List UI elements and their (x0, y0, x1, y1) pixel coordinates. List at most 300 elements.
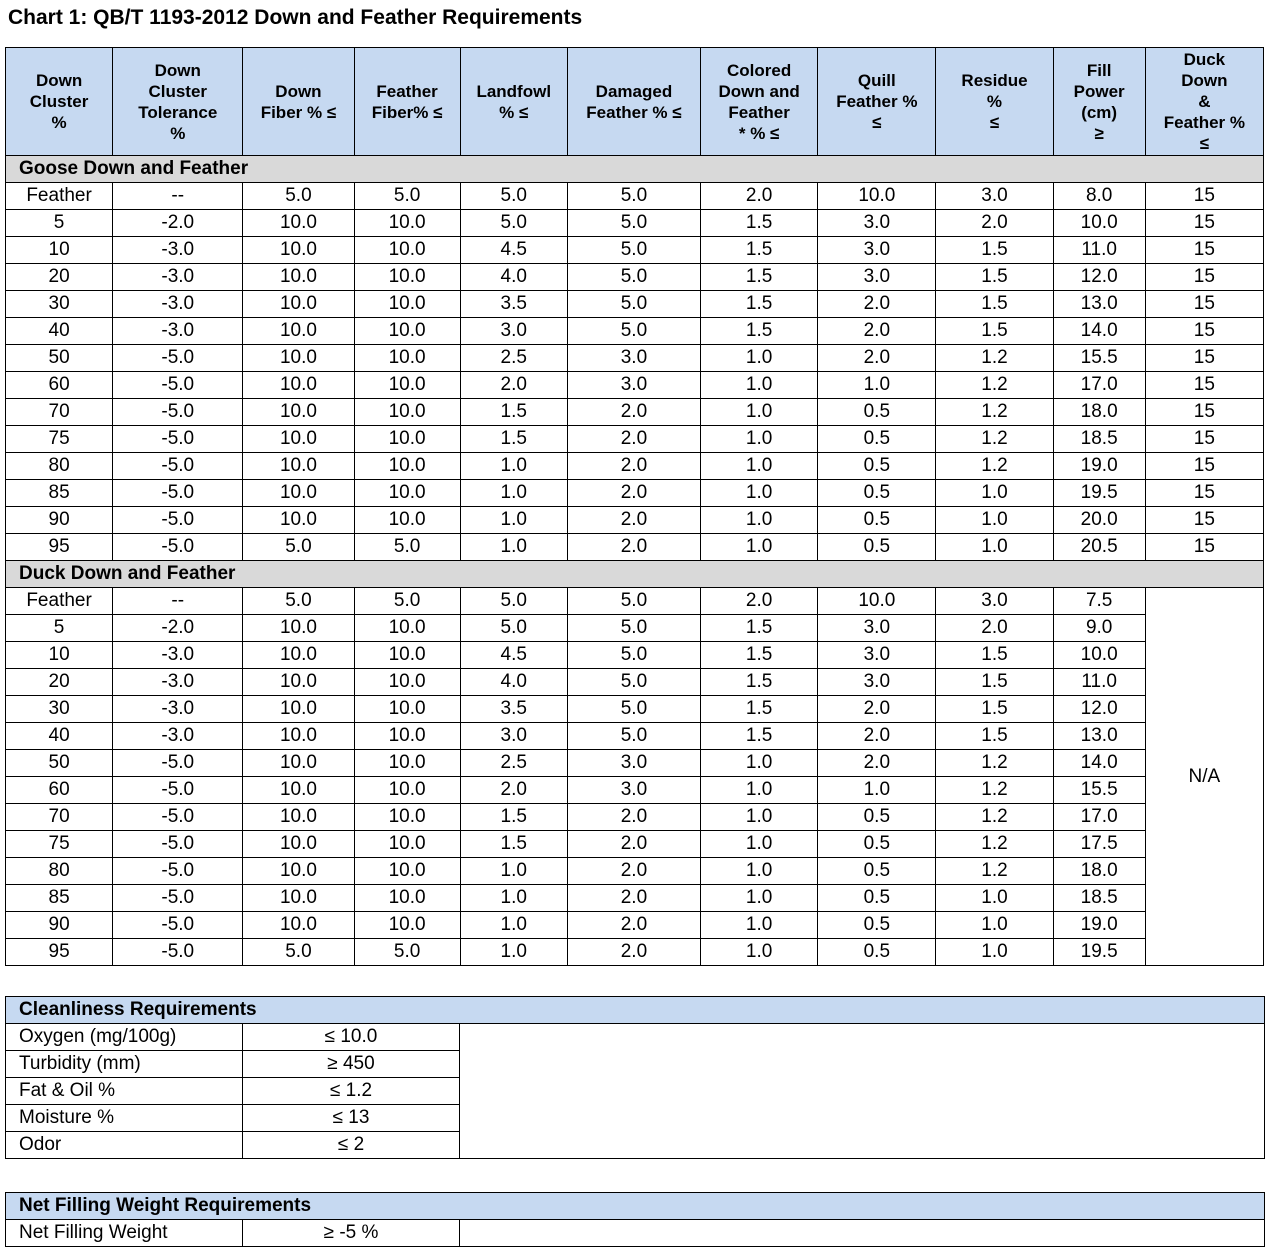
table-cell: 10.0 (243, 291, 354, 318)
table-cell: 1.2 (936, 831, 1053, 858)
table-cell: 1.0 (936, 912, 1053, 939)
table-cell: 10.0 (1053, 642, 1145, 669)
table-cell: 75 (6, 831, 113, 858)
table-cell: 20.5 (1053, 534, 1145, 561)
table-row (6, 831, 1264, 858)
table-cell: 5.0 (243, 939, 354, 966)
table-cell: 2.0 (818, 291, 936, 318)
table-cell: 1.2 (936, 345, 1053, 372)
column-header-line: % (986, 92, 1003, 111)
table-cell: 15.5 (1053, 777, 1145, 804)
table-cell: 15 (1145, 183, 1263, 210)
table-cell: 1.0 (701, 345, 818, 372)
section-row (6, 561, 1264, 588)
blank-cell (460, 1220, 1265, 1247)
table-cell: 19.5 (1053, 939, 1145, 966)
table-cell: 10.0 (354, 615, 460, 642)
requirement-value: ≤ 2 (243, 1132, 460, 1159)
table-cell: 10.0 (354, 318, 460, 345)
table-cell: 1.0 (460, 885, 567, 912)
table-cell: -5.0 (113, 777, 243, 804)
table-cell: 10.0 (354, 210, 460, 237)
table-cell: 1.5 (936, 696, 1053, 723)
table-cell: -5.0 (113, 939, 243, 966)
table-cell: 1.0 (460, 939, 567, 966)
table-cell: 10.0 (243, 480, 354, 507)
table-cell: 19.5 (1053, 480, 1145, 507)
table-cell: 1.2 (936, 399, 1053, 426)
column-header-line: Down (154, 60, 201, 80)
table-cell: -2.0 (113, 210, 243, 237)
table-cell: 1.2 (936, 804, 1053, 831)
table-cell: 10.0 (243, 615, 354, 642)
table-cell: 1.0 (460, 480, 567, 507)
table-cell: 10.0 (818, 183, 936, 210)
table-cell: 1.5 (936, 291, 1053, 318)
table-cell: 1.0 (701, 831, 818, 858)
table-cell: 1.5 (701, 642, 818, 669)
table-cell: 13.0 (1053, 291, 1145, 318)
table-cell: 10 (6, 642, 113, 669)
table-cell: 3.0 (818, 264, 936, 291)
table-cell: -5.0 (113, 399, 243, 426)
requirement-value: ≤ 13 (243, 1105, 460, 1132)
table-cell: 10.0 (354, 885, 460, 912)
section-row (6, 156, 1264, 183)
table-cell: 10.0 (243, 777, 354, 804)
table-cell: 2.0 (567, 534, 700, 561)
table-cell: 0.5 (818, 912, 936, 939)
table-cell: 3.0 (567, 750, 700, 777)
table-cell: 15 (1145, 453, 1263, 480)
table-cell: 10.0 (354, 750, 460, 777)
table-row (6, 453, 1264, 480)
table-row (6, 696, 1264, 723)
table-cell: -3.0 (113, 723, 243, 750)
table-cell: 2.0 (567, 831, 700, 858)
table-cell: 5.0 (567, 318, 700, 345)
table-cell: 2.0 (818, 696, 936, 723)
table-cell: 2.0 (936, 210, 1053, 237)
table-cell: 90 (6, 507, 113, 534)
table-cell: 10.0 (1053, 210, 1145, 237)
table-cell: 0.5 (818, 426, 936, 453)
cleanliness-table (5, 996, 1265, 1159)
table-cell: 2.0 (818, 723, 936, 750)
table-cell: 2.0 (567, 399, 700, 426)
table-cell: 30 (6, 696, 113, 723)
table-row (6, 669, 1264, 696)
column-header-line: Duck (1183, 50, 1226, 69)
table-cell: 5.0 (567, 615, 700, 642)
column-header-line: ≤ (872, 113, 882, 132)
table-row (6, 939, 1264, 966)
table-cell: 3.0 (460, 723, 567, 750)
table-cell: 10.0 (243, 345, 354, 372)
table-cell: 60 (6, 372, 113, 399)
table-cell: 1.0 (701, 885, 818, 912)
table-cell: 5.0 (567, 696, 700, 723)
table-cell: 8.0 (1053, 183, 1145, 210)
table-cell: 5.0 (354, 588, 460, 615)
table-cell: 10.0 (354, 507, 460, 534)
column-header-line: Tolerance (138, 102, 218, 122)
table-cell: 18.5 (1053, 426, 1145, 453)
table-cell: 3.0 (818, 615, 936, 642)
table-cell: 2.0 (460, 372, 567, 399)
table-cell: 5.0 (567, 723, 700, 750)
table-cell: 2.5 (460, 750, 567, 777)
table-cell: 3.5 (460, 696, 567, 723)
table-cell: 30 (6, 291, 113, 318)
table-cell: 1.5 (701, 237, 818, 264)
table-cell: 1.0 (936, 507, 1053, 534)
table-cell: 1.0 (701, 939, 818, 966)
table-cell: -3.0 (113, 696, 243, 723)
table-row (6, 588, 1264, 615)
table-cell: 1.5 (701, 696, 818, 723)
table-cell: 10.0 (243, 912, 354, 939)
table-cell: -5.0 (113, 804, 243, 831)
table-cell: 1.0 (701, 480, 818, 507)
table-cell: 1.2 (936, 372, 1053, 399)
table-cell: 1.0 (460, 507, 567, 534)
table-cell: 10 (6, 237, 113, 264)
table-cell: -3.0 (113, 318, 243, 345)
table-cell: -5.0 (113, 534, 243, 561)
table-cell: 1.5 (936, 318, 1053, 345)
table-cell: 1.0 (460, 534, 567, 561)
table-cell: 10.0 (243, 669, 354, 696)
table-cell: 2.0 (567, 939, 700, 966)
column-header-line: Power (1073, 81, 1125, 101)
table-cell: 1.5 (460, 804, 567, 831)
table-cell: 10.0 (243, 210, 354, 237)
table-cell: 10.0 (354, 372, 460, 399)
table-cell: 5.0 (354, 183, 460, 210)
table-cell: 10.0 (243, 264, 354, 291)
column-header-line: Feather (728, 102, 790, 122)
table-cell: 0.5 (818, 831, 936, 858)
table-cell: 2.0 (567, 453, 700, 480)
table-cell: 50 (6, 750, 113, 777)
column-header-line: % (51, 113, 67, 132)
table-cell: 3.0 (818, 642, 936, 669)
requirement-label: Turbidity (mm) (6, 1051, 243, 1078)
table-cell: 5.0 (567, 264, 700, 291)
table-cell: 10.0 (354, 696, 460, 723)
table-cell: 5.0 (460, 588, 567, 615)
table-cell: 60 (6, 777, 113, 804)
table-cell: 13.0 (1053, 723, 1145, 750)
table-cell: 2.0 (460, 777, 567, 804)
chart-title: Chart 1: QB/T 1193-2012 Down and Feather Requirements (8, 6, 583, 29)
table-cell: -5.0 (113, 345, 243, 372)
table-cell: 10.0 (354, 480, 460, 507)
table-cell: 0.5 (818, 480, 936, 507)
table-cell: 3.0 (818, 237, 936, 264)
net-weight-title: Net Filling Weight Requirements (6, 1193, 1265, 1220)
table-cell: 1.0 (701, 372, 818, 399)
table-cell: 10.0 (354, 642, 460, 669)
table-cell: 10.0 (243, 831, 354, 858)
requirement-label: Odor (6, 1132, 243, 1159)
column-header-line: Landfowl (476, 81, 552, 101)
table-cell: 14.0 (1053, 318, 1145, 345)
column-header-line: Residue (961, 71, 1028, 90)
table-cell: 2.0 (567, 885, 700, 912)
table-cell: 1.5 (936, 264, 1053, 291)
column-header-line: Fiber% ≤ (371, 102, 443, 122)
table-cell: 15 (1145, 372, 1263, 399)
table-cell: -2.0 (113, 615, 243, 642)
column-header (701, 48, 818, 156)
table-cell: 17.0 (1053, 804, 1145, 831)
column-header (354, 48, 460, 156)
table-cell: 2.0 (567, 480, 700, 507)
table-cell: 5.0 (354, 534, 460, 561)
table-cell: -3.0 (113, 237, 243, 264)
table-cell: 10.0 (354, 264, 460, 291)
table-cell: 1.2 (936, 750, 1053, 777)
table-cell: 95 (6, 534, 113, 561)
requirement-label: Net Filling Weight (6, 1220, 243, 1247)
table-row (6, 723, 1264, 750)
table-cell: 18.0 (1053, 858, 1145, 885)
column-header-line: Down (275, 81, 322, 101)
column-header-line: % ≤ (499, 102, 529, 122)
table-cell: 5.0 (243, 588, 354, 615)
table-cell: 1.0 (818, 777, 936, 804)
table-cell: 5.0 (460, 615, 567, 642)
table-row (6, 399, 1264, 426)
table-cell: 5 (6, 615, 113, 642)
cleanliness-title: Cleanliness Requirements (6, 997, 1265, 1024)
column-header (818, 48, 936, 156)
table-row (6, 804, 1264, 831)
table-cell: 15 (1145, 534, 1263, 561)
table-cell: 5.0 (243, 534, 354, 561)
table-cell: 1.2 (936, 426, 1053, 453)
table-cell: 1.0 (701, 534, 818, 561)
table-row (6, 777, 1264, 804)
column-header-line: % (170, 123, 186, 143)
table-cell: 1.5 (701, 264, 818, 291)
table-cell: 15 (1145, 426, 1263, 453)
column-header-line: * % ≤ (738, 123, 780, 143)
requirement-label: Moisture % (6, 1105, 243, 1132)
table-cell: 20.0 (1053, 507, 1145, 534)
table-cell: 1.5 (701, 291, 818, 318)
table-cell: 1.0 (936, 480, 1053, 507)
table-cell: 10.0 (354, 912, 460, 939)
table-cell: 2.0 (818, 318, 936, 345)
table-cell: 5.0 (567, 291, 700, 318)
table-cell: 2.5 (460, 345, 567, 372)
table-cell: -5.0 (113, 750, 243, 777)
table-cell: 1.5 (460, 399, 567, 426)
table-cell: 4.5 (460, 237, 567, 264)
table-cell: 0.5 (818, 858, 936, 885)
table-cell: 0.5 (818, 885, 936, 912)
table-cell: 15 (1145, 507, 1263, 534)
requirement-label: Oxygen (mg/100g) (6, 1024, 243, 1051)
table-cell: 5.0 (243, 183, 354, 210)
table-cell: 1.0 (701, 453, 818, 480)
table-cell: 10.0 (243, 453, 354, 480)
section-label: Duck Down and Feather (6, 561, 1264, 588)
table-cell: 1.0 (460, 858, 567, 885)
table-cell: 10.0 (354, 723, 460, 750)
requirement-label: Fat & Oil % (6, 1078, 243, 1105)
table-cell: 0.5 (818, 804, 936, 831)
requirement-value: ≤ 10.0 (243, 1024, 460, 1051)
column-header-line: Quill (857, 71, 896, 90)
table-cell: 17.0 (1053, 372, 1145, 399)
table-cell: 80 (6, 453, 113, 480)
table-cell: 10.0 (354, 291, 460, 318)
table-cell: 2.0 (567, 426, 700, 453)
table-row (6, 237, 1264, 264)
table-cell: 3.0 (460, 318, 567, 345)
table-cell: 3.0 (567, 777, 700, 804)
column-header (1053, 48, 1145, 156)
table-cell: Feather (6, 183, 113, 210)
table-cell: 10.0 (354, 777, 460, 804)
table-cell: 4.0 (460, 669, 567, 696)
column-header-line: Damaged (595, 81, 673, 101)
table-cell: 10.0 (243, 399, 354, 426)
table-cell: 3.0 (936, 588, 1053, 615)
column-header-line: (cm) (1081, 102, 1118, 122)
table-cell: 90 (6, 912, 113, 939)
table-cell: 1.0 (701, 804, 818, 831)
table-cell: 1.0 (701, 426, 818, 453)
table-row (6, 183, 1264, 210)
table-cell: -5.0 (113, 372, 243, 399)
table-cell: 1.0 (701, 399, 818, 426)
table-cell: -5.0 (113, 507, 243, 534)
requirement-value: ≥ -5 % (243, 1220, 460, 1247)
table-row (6, 858, 1264, 885)
column-header-line: Down (1181, 71, 1228, 90)
table-cell: 10.0 (243, 507, 354, 534)
table-cell: 19.0 (1053, 912, 1145, 939)
table-cell: 7.5 (1053, 588, 1145, 615)
table-row (6, 264, 1264, 291)
table-row (6, 291, 1264, 318)
column-header-line: Colored (727, 60, 792, 80)
table-cell: -3.0 (113, 642, 243, 669)
table-cell: 85 (6, 885, 113, 912)
requirement-value: ≤ 1.2 (243, 1078, 460, 1105)
table-row (6, 210, 1264, 237)
table-cell: 5.0 (567, 669, 700, 696)
table-cell: -5.0 (113, 858, 243, 885)
table-cell: 1.0 (460, 453, 567, 480)
table-cell: 15 (1145, 399, 1263, 426)
table-cell: 1.2 (936, 453, 1053, 480)
column-header (567, 48, 700, 156)
table-cell: 10.0 (243, 858, 354, 885)
table-cell: 5.0 (567, 588, 700, 615)
requirement-value: ≥ 450 (243, 1051, 460, 1078)
table-cell: 10.0 (354, 669, 460, 696)
table-row (6, 318, 1264, 345)
table-cell: 10.0 (243, 696, 354, 723)
table-cell: 15 (1145, 345, 1263, 372)
table-cell: -5.0 (113, 831, 243, 858)
table-row (6, 1220, 1265, 1247)
table-cell: 10.0 (243, 426, 354, 453)
table-cell: 40 (6, 318, 113, 345)
table-cell: 3.0 (567, 345, 700, 372)
table-cell: 1.0 (936, 885, 1053, 912)
table-cell: 20 (6, 264, 113, 291)
table-cell: -- (113, 588, 243, 615)
table-cell: 10.0 (354, 804, 460, 831)
table-row (6, 1024, 1265, 1051)
table-cell: 5.0 (567, 237, 700, 264)
column-header-line: Down and (718, 81, 800, 101)
table-cell: 9.0 (1053, 615, 1145, 642)
table-cell: 5.0 (567, 642, 700, 669)
table-cell: 1.5 (701, 723, 818, 750)
table-cell: 1.0 (701, 777, 818, 804)
table-cell: 75 (6, 426, 113, 453)
table-cell: 2.0 (818, 750, 936, 777)
column-header (460, 48, 567, 156)
table-cell: 1.5 (701, 210, 818, 237)
column-header-line: Feather % ≤ (586, 102, 682, 122)
table-row (6, 507, 1264, 534)
table-cell: 5.0 (354, 939, 460, 966)
table-cell: 10.0 (354, 426, 460, 453)
table-cell: Feather (6, 588, 113, 615)
table-cell: 3.0 (818, 210, 936, 237)
table-cell: 1.5 (936, 723, 1053, 750)
table-cell: 3.0 (936, 183, 1053, 210)
table-row (6, 372, 1264, 399)
table-cell: 15 (1145, 210, 1263, 237)
table-cell: 2.0 (567, 912, 700, 939)
table-row (6, 750, 1264, 777)
table-cell: 2.0 (818, 345, 936, 372)
table-row (6, 615, 1264, 642)
table-cell: 15.5 (1053, 345, 1145, 372)
table-cell: 1.0 (936, 939, 1053, 966)
requirements-table (5, 47, 1264, 966)
table-cell: 1.0 (701, 912, 818, 939)
table-cell: 10.0 (354, 345, 460, 372)
table-cell: 5.0 (567, 183, 700, 210)
table-cell: 14.0 (1053, 750, 1145, 777)
table-cell: 0.5 (818, 939, 936, 966)
column-header-line: Down (35, 71, 83, 90)
table-cell: 20 (6, 669, 113, 696)
column-header-line: Cluster (148, 81, 208, 101)
table-cell: 4.5 (460, 642, 567, 669)
column-header (6, 48, 113, 156)
table-cell: 0.5 (818, 507, 936, 534)
table-cell: 0.5 (818, 534, 936, 561)
table-cell: 18.5 (1053, 885, 1145, 912)
table-row (6, 534, 1264, 561)
table-cell: 10.0 (243, 723, 354, 750)
column-header-line: Feather % (1163, 113, 1245, 132)
table-cell: 10.0 (243, 372, 354, 399)
table-cell: 10.0 (818, 588, 936, 615)
